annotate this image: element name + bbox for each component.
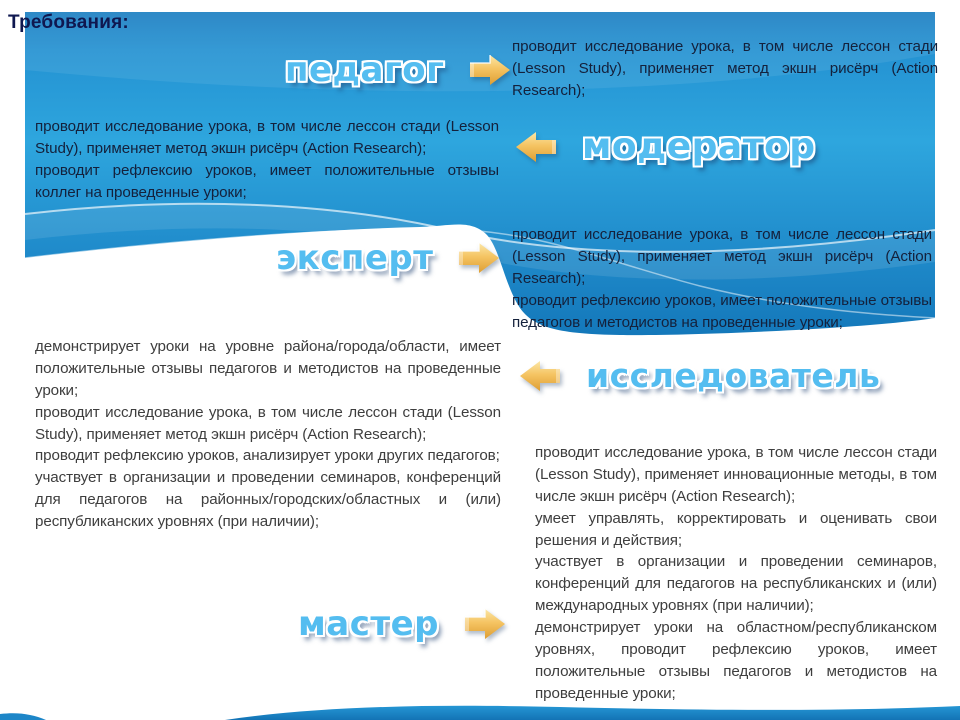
requirement-item: проводит рефлексию уроков, имеет положительные отзывы коллег на проведенные уроки;	[35, 161, 499, 201]
requirement-item: демонстрирует уроки на областном/республиканском уровнях, проводит рефлексию уроков, имеет положительные отзывы педагогов и методистов на проведенные уроки;	[535, 619, 937, 702]
level-name-researcher: исследователь	[586, 356, 881, 395]
level-title-moderator	[514, 126, 816, 167]
level-name-moderator: модератор	[582, 126, 816, 167]
arrow-right-icon	[457, 240, 501, 276]
requirements-master	[535, 442, 937, 705]
requirement-item: проводит рефлексию уроков, имеет положительные отзывы педагогов и методистов на проведенные уроки;	[512, 291, 932, 331]
level-title-researcher	[518, 356, 880, 395]
arrow-right-icon	[468, 52, 512, 88]
requirement-item: демонстрирует уроки на уровне района/города/области, имеет положительные отзывы педагогов и методистов на проведенные уроки;	[35, 338, 501, 399]
level-name-expert: эксперт	[276, 238, 434, 278]
requirement-item: участвует в организации и проведении семинаров, конференций для педагогов на районных/городских/областных и (или) республиканских уровнях (при наличии);	[35, 469, 501, 531]
level-title-pedagog	[285, 50, 512, 90]
requirement-item: проводит рефлексию уроков, анализирует уроки других педагогов;	[35, 447, 500, 465]
arrow-left-icon	[514, 129, 558, 165]
requirements-pedagog	[512, 36, 938, 102]
requirements-expert	[512, 224, 932, 333]
requirement-item: участвует в организации и проведении семинаров, конференций для педагогов на республиканских и (или) международных уровнях (при наличии);	[535, 553, 937, 615]
requirement-item: проводит исследование урока, в том числе лессон стади (Lesson Study), применяет метод экшн рисёрч (Action Research);	[35, 403, 501, 443]
requirements-researcher	[35, 336, 501, 533]
requirement-item: проводит исследование урока, в том числе лессон стади (Lesson Study), применяет метод экшн рисёрч (Action Research);	[512, 226, 932, 287]
level-name-pedagog: педагог	[285, 50, 445, 90]
level-title-expert	[276, 238, 501, 278]
requirement-item: проводит исследование урока, в том числе лессон стади (Lesson Study), применяет метод экшн рисёрч (Action Research);	[35, 118, 499, 157]
arrow-left-icon	[518, 358, 562, 394]
page-title: Требования:	[8, 12, 129, 33]
requirement-item: проводит исследование урока, в том числе лессон стади (Lesson Study), применяет метод экшн рисёрч (Action Research);	[512, 38, 938, 99]
requirement-item: проводит исследование урока, в том числе лессон стади (Lesson Study), применяет инновационные методы, в том числе экшн рисёрч (Action Research);	[535, 444, 937, 505]
arrow-right-icon	[463, 606, 507, 642]
level-name-master: мастер	[298, 604, 439, 644]
requirements-moderator	[35, 116, 499, 204]
requirement-item: умеет управлять, корректировать и оценивать свои решения и действия;	[535, 509, 937, 549]
level-title-master	[298, 604, 507, 644]
